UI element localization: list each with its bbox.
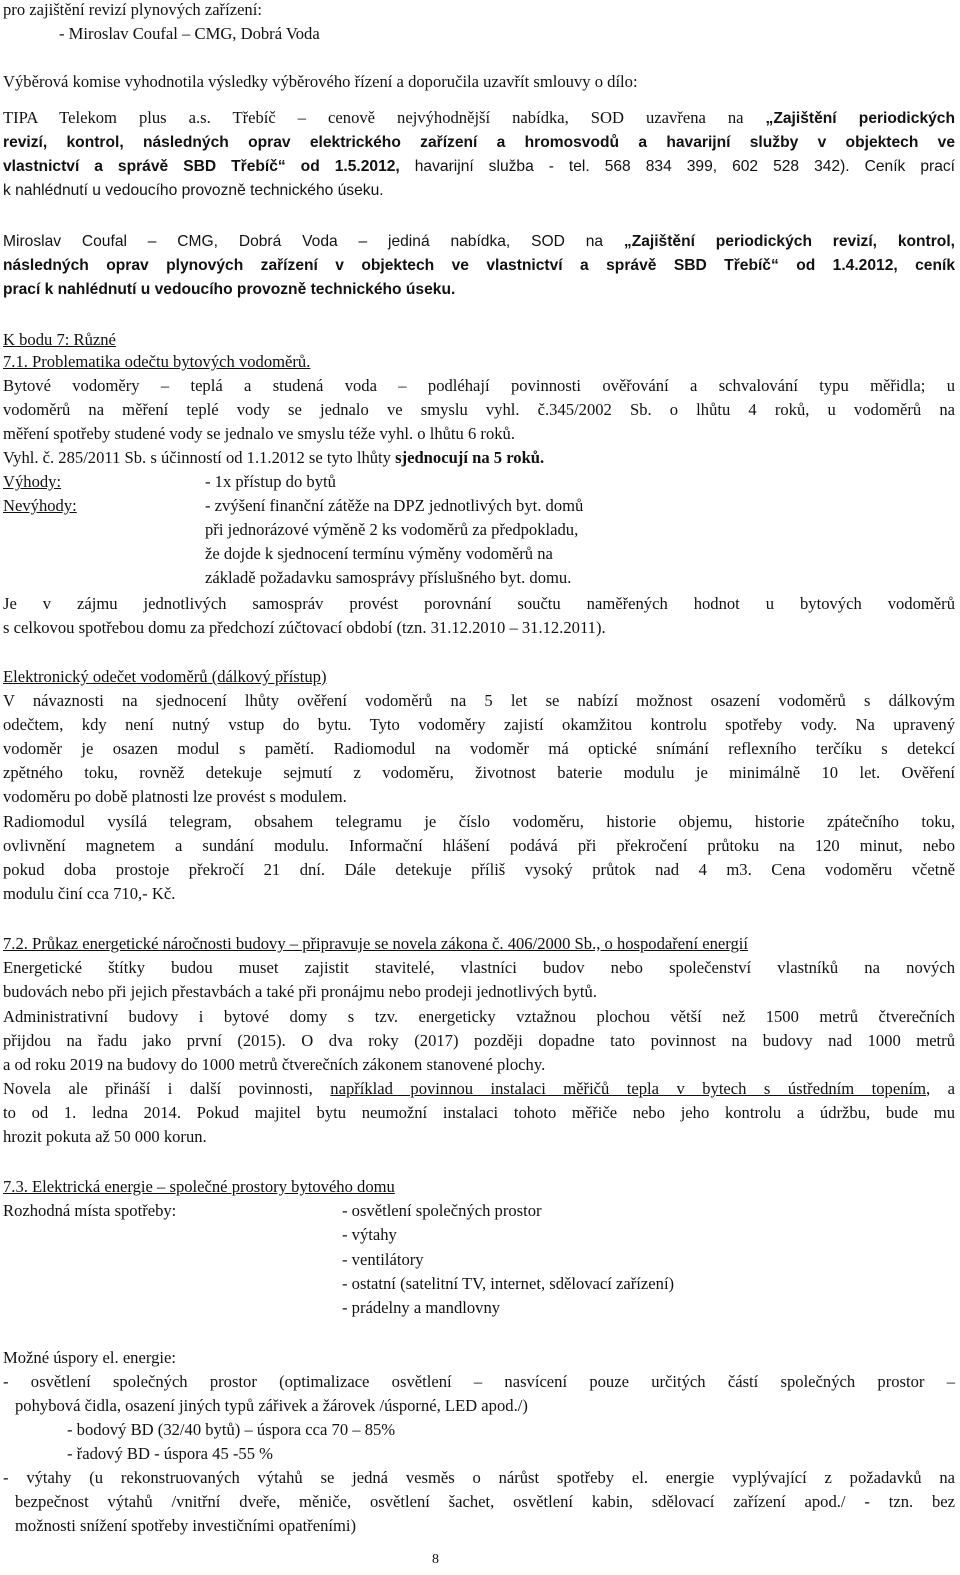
text-line: Miroslav Coufal – CMG, Dobrá Voda – jediná nabídka, SOD na „Zajištění periodických revizí, kontrol, bbox=[3, 233, 956, 250]
text-line: a od roku 2019 na budovy do 1000 metrů čtverečních zákonem stanovené plochy. bbox=[3, 1055, 546, 1074]
section-heading: K bodu 7: Různé bbox=[3, 330, 116, 349]
text-line: přijdou na řadu jako první (2015). O dva roky (2017) později dopadne tato povinnost na budovy nad 1000 metrů bbox=[3, 1031, 955, 1050]
text-line: základě požadavku samosprávy příslušného byt. domu. bbox=[205, 568, 572, 587]
text-line: V návaznosti na sjednocení lhůty ověření vodoměrů na 5 let se nabízí možnost osazení vodoměrů s dálkovým bbox=[3, 691, 955, 710]
text-line: - Miroslav Coufal – CMG, Dobrá Voda bbox=[59, 24, 320, 43]
text-line: měření spotřeby studené vody se jednalo ve smyslu téže vyhl. o lhůtu 6 roků. bbox=[3, 424, 515, 443]
text-line: že dojde k sjednocení termínu výměny vodoměrů na bbox=[205, 544, 553, 563]
list-item: - prádelny a mandlovny bbox=[342, 1298, 501, 1317]
text-line: při jednorázové výměně 2 ks vodoměrů za předpokladu, bbox=[205, 520, 579, 539]
text-line: bezpečnost výtahů /vnitřní dveře, měniče, osvětlení šachet, osvětlení kabin, sdělovací zařízení apod./ - tzn. bez bbox=[15, 1492, 955, 1511]
subsection-heading: 7.1. Problematika odečtu bytových vodoměrů. bbox=[3, 352, 311, 371]
subsection-heading: Elektronický odečet vodoměrů (dálkový přístup) bbox=[3, 667, 327, 686]
advantages-label: Výhody: bbox=[3, 472, 62, 491]
text-line: budovách nebo při jejich přestavbách a také při pronájmu nebo prodeji jednotlivých bytů. bbox=[3, 982, 597, 1001]
text-line: ovlivnění magnetem a sundání modulu. Informační hlášení podává při překročení průtoku na 120 minut, nebo bbox=[3, 836, 955, 855]
list-item: - ventilátory bbox=[342, 1250, 424, 1269]
text-line: Novela ale přináší i další povinnosti, například povinnou instalaci měřičů tepla v bytech s ústředním topením, a bbox=[3, 1079, 955, 1098]
text-line: TIPA Telekom plus a.s. Třebíč – cenově nejvýhodnější nabídka, SOD uzavřena na „Zajištění periodických bbox=[3, 108, 955, 127]
text-line: vodoměr je osazen modul s pamětí. Radiomodul na vodoměr má optické snímání reflexního terčíku s detekcí bbox=[3, 739, 955, 758]
text-line: vodoměrů na měření teplé vody se jednalo ve smyslu vyhl. č.345/2002 Sb. o lhůtu 4 roků, u vodoměrů na bbox=[3, 400, 955, 419]
text-line: Administrativní budovy i bytové domy s tzv. energeticky vztažnou plochou větší než 1500 metrů čtverečních bbox=[3, 1007, 955, 1026]
text-line: následných oprav plynových zařízení v objektech ve vlastnictví a správě SBD Třebíč“ od 1.4.2012, ceník bbox=[3, 257, 955, 274]
text-line: Bytové vodoměry – teplá a studená voda – podléhají povinnosti ověřování a schvalování typu měřidla; u bbox=[3, 376, 955, 395]
subsection-heading: 7.2. Průkaz energetické náročnosti budovy – připravuje se novela zákona č. 406/2000 Sb., o hospodaření energií bbox=[3, 934, 748, 953]
text-line: prací k nahlédnutí u vedoucího provozně technického úseku. bbox=[3, 281, 456, 298]
text-line: Výběrová komise vyhodnotila výsledky výběrového řízení a doporučila uzavřít smlouvy o dílo: bbox=[3, 72, 638, 91]
text-line: pro zajištění revizí plynových zařízení: bbox=[3, 0, 262, 19]
text-line: pohybová čidla, osazení jiných typů zářivek a žárovek /úsporné, LED apod./) bbox=[15, 1396, 528, 1415]
text-line: Energetické štítky budou muset zajistit stavitelé, vlastníci budov nebo společenství vlastníků na nových bbox=[3, 958, 955, 977]
list-item: - výtahy (u rekonstruovaných výtahů se jedná vesměs o nárůst spotřeby el. energie vyplývající z požadavků na bbox=[3, 1468, 955, 1487]
text-line: možnosti snížení spotřeby investičními opatřeními) bbox=[15, 1516, 357, 1535]
text-line: k nahlédnutí u vedoucího provozně technického úseku. bbox=[3, 182, 384, 199]
list-item: - výtahy bbox=[342, 1225, 397, 1244]
text-line: modulu činí cca 710,- Kč. bbox=[3, 884, 176, 903]
text-line: Vyhl. č. 285/2011 Sb. s účinností od 1.1.2012 se tyto lhůty sjednocují na 5 roků. bbox=[3, 448, 545, 467]
text-line: to od 1. ledna 2014. Pokud majitel bytu neumožní instalaci tohoto měřiče nebo jeho kontrolu a údržbu, bude mu bbox=[3, 1103, 955, 1122]
text-line: s celkovou spotřebou domu za předchozí zúčtovací období (tzn. 31.12.2010 – 31.12.2011). bbox=[3, 618, 606, 637]
list-item: - osvětlení společných prostor bbox=[342, 1201, 542, 1220]
list-item: - ostatní (satelitní TV, internet, sdělovací zařízení) bbox=[342, 1274, 675, 1293]
text-line: hrozit pokuta až 50 000 korun. bbox=[3, 1127, 207, 1146]
list-item: - řadový BD - úspora 45 -55 % bbox=[67, 1444, 273, 1463]
text-line: Možné úspory el. energie: bbox=[3, 1348, 176, 1367]
text-line: revizí, kontrol, následných oprav elektrického zařízení a hromosvodů a havarijní služby v objektech ve bbox=[3, 134, 955, 151]
text-line: Radiomodul vysílá telegram, obsahem telegramu je číslo vodoměru, historie objemu, historie zpátečního toku, bbox=[3, 812, 955, 831]
page-number: 8 bbox=[432, 1552, 439, 1567]
text-line: odečtem, kdy není nutný vstup do bytu. Tyto vodoměry zajistí okamžitou kontrolu spotřeby vody. Na upravený bbox=[3, 715, 955, 734]
text-line: Rozhodná místa spotřeby: bbox=[3, 1201, 177, 1220]
text-line: - 1x přístup do bytů bbox=[205, 472, 336, 491]
subsection-heading: 7.3. Elektrická energie – společné prostory bytového domu bbox=[3, 1177, 395, 1196]
text-line: vlastnictví a správě SBD Třebíč“ od 1.5.2012, havarijní služba - tel. 568 834 399, 602 528 342). Ceník prací bbox=[3, 158, 955, 175]
text-line: - zvýšení finanční zátěže na DPZ jednotlivých byt. domů bbox=[205, 496, 584, 515]
text-line: Je v zájmu jednotlivých samospráv provést porovnání součtu naměřených hodnot u bytových vodoměrů bbox=[3, 594, 955, 613]
disadvantages-label: Nevýhody: bbox=[3, 496, 77, 515]
text-line: zpětného toku, rovněž detekuje sejmutí z vodoměru, životnost baterie modulu je minimálně 10 let. Ověření bbox=[3, 763, 955, 782]
text-line: pokud doba prostoje překročí 21 dní. Dále detekuje příliš vysoký průtok nad 4 m3. Cena vodoměru včetně bbox=[3, 860, 955, 879]
text-line: vodoměru po době platnosti lze provést s modulem. bbox=[3, 787, 347, 806]
list-item: - bodový BD (32/40 bytů) – úspora cca 70 – 85% bbox=[67, 1420, 396, 1439]
list-item: - osvětlení společných prostor (optimalizace osvětlení – nasvícení pouze určitých částí společných prostor – bbox=[3, 1372, 955, 1391]
